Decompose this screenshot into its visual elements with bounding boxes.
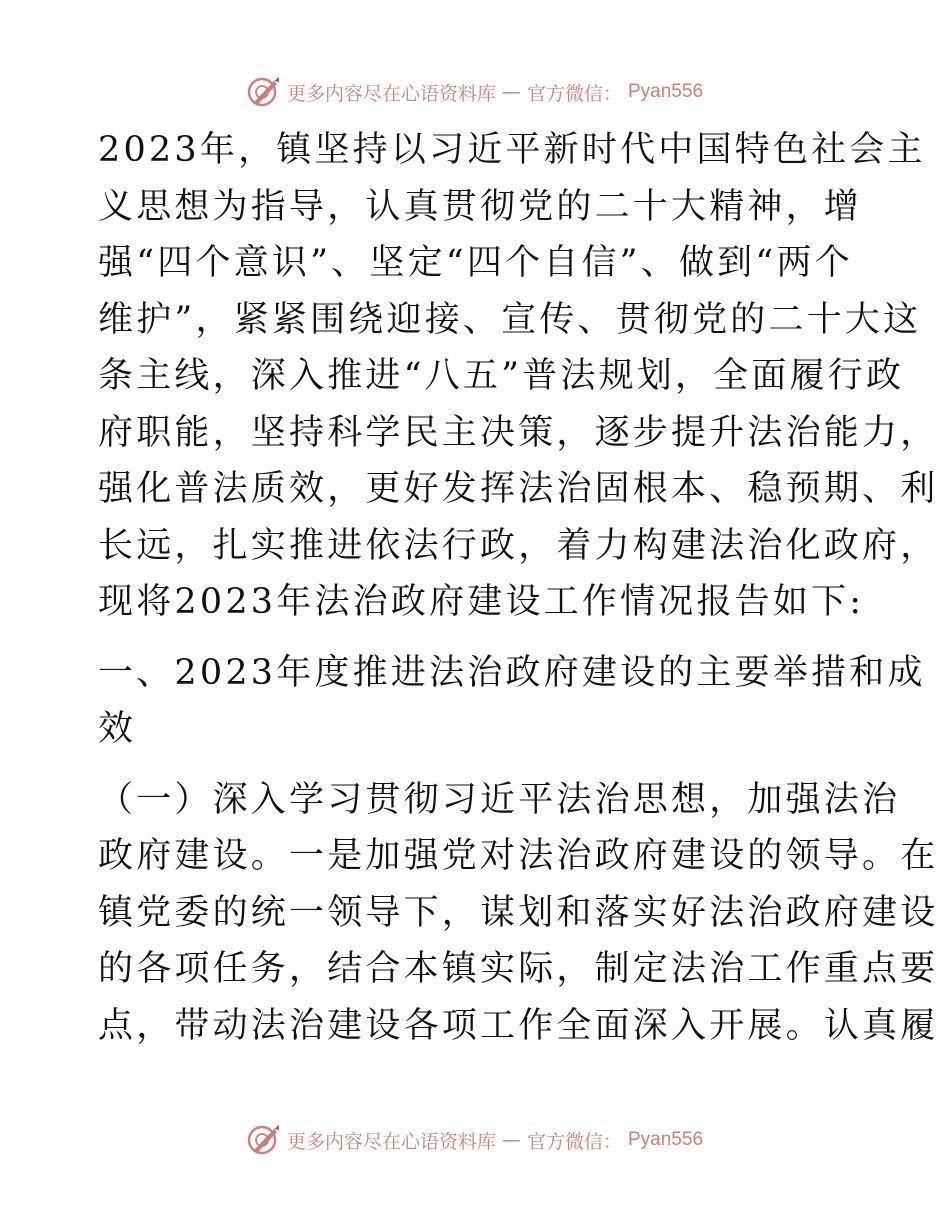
paragraph-line: 的各项任务，结合本镇实际，制定法治工作重点要 — [98, 949, 939, 989]
paragraph-spacer — [98, 758, 858, 772]
section-paragraph — [98, 772, 939, 1055]
watermark-official-text: 官方微信： — [526, 1130, 622, 1153]
watermark-wechat-id: Pyan556 — [628, 1129, 704, 1150]
section-heading — [98, 645, 926, 758]
watermark-wechat-id: Pyan556 — [628, 81, 704, 102]
watermark-brand-text: 更多内容尽在心语资料库 — [286, 1130, 496, 1153]
paragraph-spacer — [98, 631, 858, 645]
paragraph-line: 条主线，深入推进“八五”普法规划，全面履行政 — [98, 356, 905, 396]
paragraph-line: 点，带动法治建设各项工作全面深入开展。认真履 — [98, 1005, 939, 1046]
watermark-separator: — — [501, 1129, 521, 1151]
paragraph-line: 2023年，镇坚持以习近平新时代中国特色社会主 — [98, 130, 926, 170]
paragraph-line: （一）深入学习贯彻习近平法治思想，加强法治 — [98, 779, 901, 820]
heading-line: 一、2023年度推进法治政府建设的主要举措和成 — [98, 652, 926, 693]
paragraph-line: 强化普法质效，更好发挥法治固根本、稳预期、利 — [98, 469, 939, 509]
header-watermark — [0, 72, 950, 112]
paragraph-line: 府职能，坚持科学民主决策，逐步提升法治能力， — [98, 412, 939, 453]
paragraph-line: 现将2023年法治政府建设工作情况报告如下: — [98, 582, 865, 622]
paragraph-line: 长远，扎实推进依法行政，着力构建法治化政府， — [98, 525, 939, 566]
document-body — [98, 122, 939, 1054]
paragraph-line: 义思想为指导，认真贯彻党的二十大精神，增 — [98, 186, 863, 227]
watermark-brand-text: 更多内容尽在心语资料库 — [286, 82, 496, 105]
watermark-official-text: 官方微信： — [526, 82, 622, 105]
paragraph-line: 维护”，紧紧围绕迎接、宣传、贯彻党的二十大这 — [98, 299, 922, 340]
paragraph-line: 政府建设。一是加强党对法治政府建设的领导。在 — [98, 836, 939, 876]
paragraph-line: 强“四个意识”、坚定“四个自信”、做到“两个 — [98, 243, 853, 283]
watermark-separator: — — [501, 81, 521, 103]
footer-watermark — [0, 1120, 950, 1160]
brush-logo-icon — [247, 75, 281, 109]
brush-logo-icon — [247, 1123, 281, 1157]
intro-paragraph — [98, 122, 939, 631]
paragraph-line: 镇党委的统一领导下，谋划和落实好法治政府建设 — [98, 892, 939, 933]
heading-line: 效 — [98, 709, 137, 749]
